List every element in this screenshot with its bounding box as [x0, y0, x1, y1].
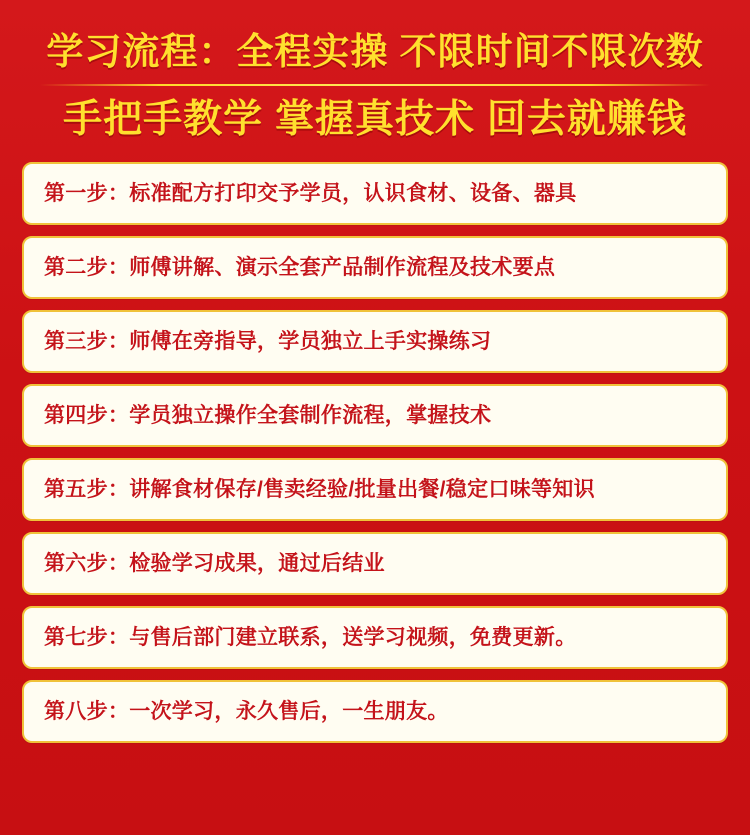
step-text: 第七步：与售后部门建立联系，送学习视频，免费更新。	[44, 625, 577, 649]
step-card	[22, 236, 728, 299]
step-text: 第四步：学员独立操作全套制作流程，掌握技术	[44, 403, 492, 427]
step-text: 第一步：标准配方打印交予学员，认识食材、设备、器具	[44, 181, 577, 205]
step-text: 第三步：师傅在旁指导，学员独立上手实操练习	[44, 329, 492, 353]
step-text: 第二步：师傅讲解、演示全套产品制作流程及技术要点	[44, 255, 556, 279]
step-text: 第八步：一次学习，永久售后，一生朋友。	[44, 699, 449, 723]
steps-list	[22, 162, 728, 817]
headline-primary: 学习流程：全程实操 不限时间不限次数	[46, 31, 704, 72]
step-card	[22, 532, 728, 595]
headline-divider	[40, 84, 711, 86]
step-text: 第六步：检验学习成果，通过后结业	[44, 551, 385, 575]
headline-secondary: 手把手教学 掌握真技术 回去就赚钱	[63, 98, 687, 141]
step-card	[22, 310, 728, 373]
step-card	[22, 606, 728, 669]
step-card	[22, 162, 728, 225]
step-card	[22, 458, 728, 521]
step-text: 第五步：讲解食材保存/售卖经验/批量出餐/稳定口味等知识	[44, 477, 595, 501]
step-card	[22, 680, 728, 743]
step-card	[22, 384, 728, 447]
